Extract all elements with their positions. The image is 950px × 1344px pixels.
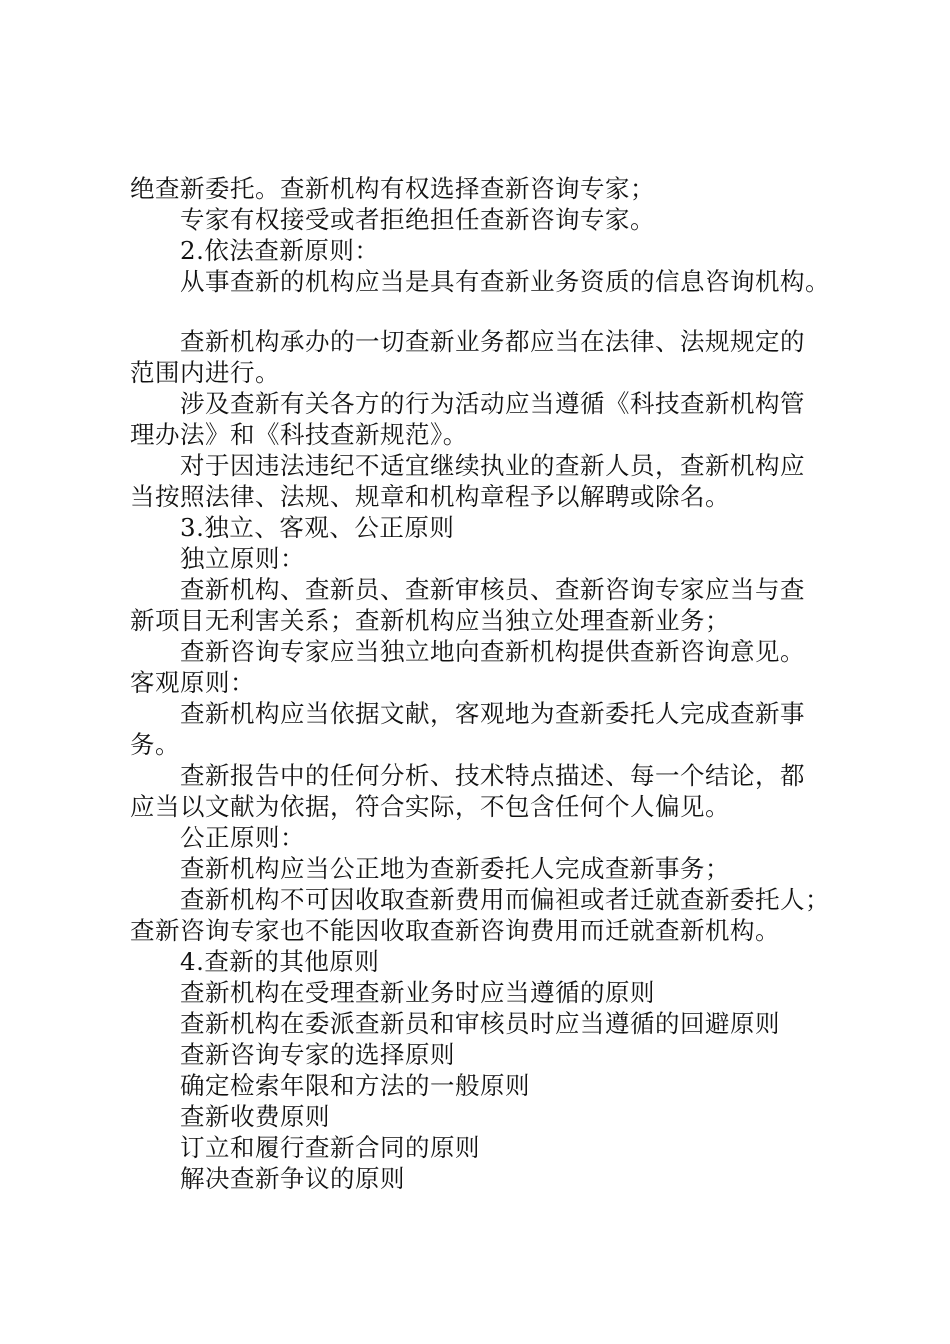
subsection-heading: 公正原则： [180,823,305,852]
list-item: 查新机构在受理查新业务时应当遵循的原则 [180,978,655,1007]
list-item: 解决查新争议的原则 [180,1164,405,1193]
text-line: 查新报告中的任何分析、技术特点描述、每一个结论，都 [180,761,805,790]
list-item: 订立和履行查新合同的原则 [180,1133,480,1162]
list-item: 查新机构在委派查新员和审核员时应当遵循的回避原则 [180,1009,780,1038]
text-line: 查新咨询专家应当独立地向查新机构提供查新咨询意见。 [180,637,805,666]
subsection-heading: 客观原则： [130,668,255,697]
text-line: 绝查新委托。查新机构有权选择查新咨询专家； [130,174,655,203]
text-line: 查新机构应当公正地为查新委托人完成查新事务； [180,854,730,883]
text-line: 查新机构承办的一切查新业务都应当在法律、法规规定的 [180,327,805,356]
text-line: 查新机构应当依据文献，客观地为查新委托人完成查新事 [180,699,805,728]
section-heading: 3.独立、客观、公正原则 [180,513,455,542]
text-line: 理办法》和《科技查新规范》。 [130,420,468,449]
text-line: 务。 [130,730,180,759]
list-item: 查新咨询专家的选择原则 [180,1040,455,1069]
text-line: 查新机构不可因收取查新费用而偏袒或者迁就查新委托人； [180,885,830,914]
text-line: 从事查新的机构应当是具有查新业务资质的信息咨询机构。 [180,267,830,296]
list-item: 查新收费原则 [180,1102,330,1131]
text-line: 专家有权接受或者拒绝担任查新咨询专家。 [180,205,655,234]
text-line: 查新机构、查新员、查新审核员、查新咨询专家应当与查 [180,575,805,604]
section-heading: 2.依法查新原则： [180,236,380,265]
text-line: 对于因违法违纪不适宜继续执业的查新人员，查新机构应 [180,451,805,480]
text-line: 新项目无利害关系；查新机构应当独立处理查新业务； [130,606,730,635]
paragraph-gap [130,297,850,326]
section-heading: 4.查新的其他原则 [180,947,380,976]
subsection-heading: 独立原则： [180,544,305,573]
text-line: 当按照法律、法规、规章和机构章程予以解聘或除名。 [130,482,730,511]
text-line: 范围内进行。 [130,358,280,387]
document-body [130,173,850,1194]
text-line: 涉及查新有关各方的行为活动应当遵循《科技查新机构管 [180,389,805,418]
text-line: 应当以文献为依据，符合实际，不包含任何个人偏见。 [130,792,730,821]
text-line: 查新咨询专家也不能因收取查新咨询费用而迁就查新机构。 [130,916,780,945]
list-item: 确定检索年限和方法的一般原则 [180,1071,530,1100]
